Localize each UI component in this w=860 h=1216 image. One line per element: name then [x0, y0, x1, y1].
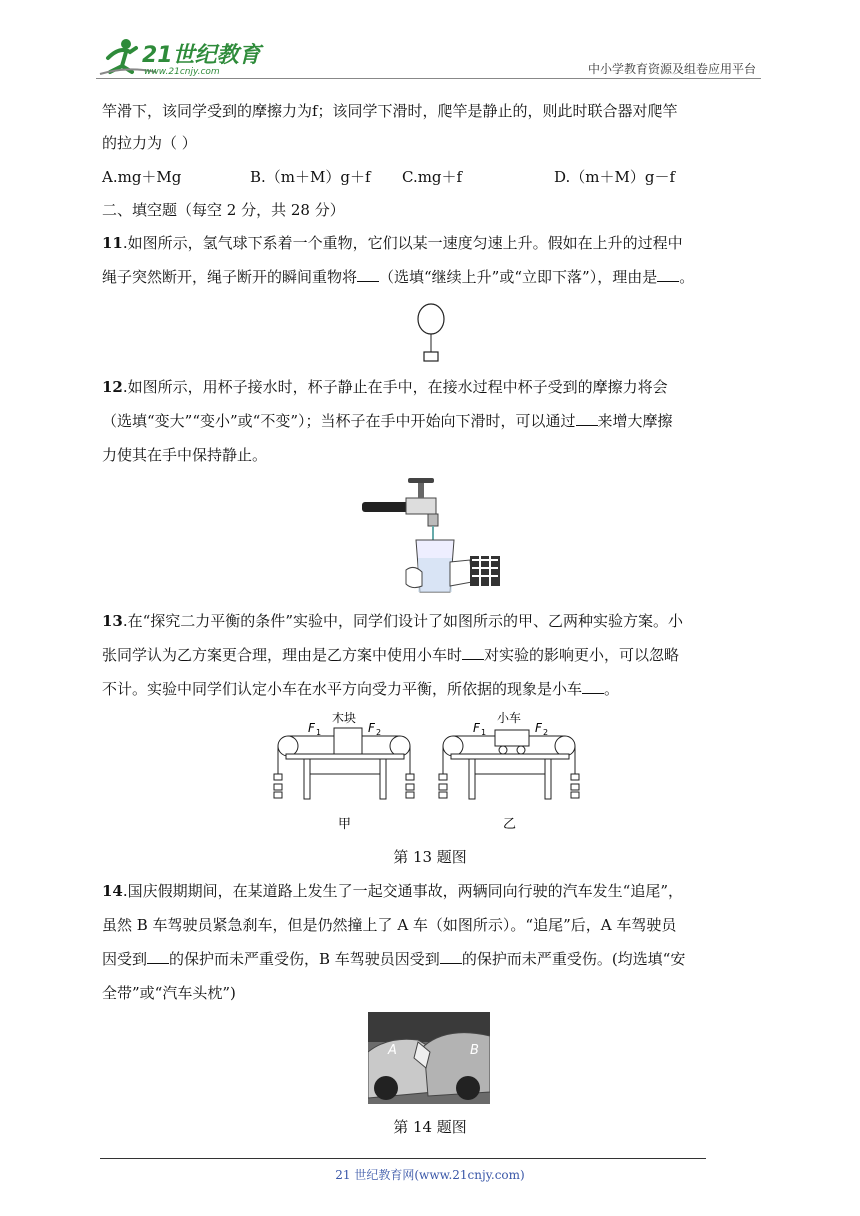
q14-line3	[102, 948, 762, 970]
answer-blank	[147, 949, 169, 964]
q14-text3b: 的保护而未严重受伤，B 车驾驶员因受到	[169, 950, 440, 968]
q11-line2	[102, 266, 762, 288]
table-top	[286, 754, 404, 759]
faucet-handle-icon	[408, 478, 434, 483]
pulley-icon	[555, 736, 575, 756]
cart-icon	[495, 730, 529, 746]
answer-blank	[462, 645, 484, 660]
q14-text3a: 因受到	[102, 950, 148, 968]
q11-text1: .如图所示，氢气球下系着一个重物，它们以某一速度匀速上升。假如在上升的过程中	[122, 234, 683, 252]
weight-icon	[439, 792, 447, 798]
option-c: C.mg＋f	[402, 168, 463, 186]
q12-line2	[102, 410, 762, 432]
pulley-icon	[443, 736, 463, 756]
f2-sub: 2	[376, 728, 382, 737]
weight-icon	[274, 784, 282, 790]
q13-text2b: 对实验的影响更小，可以忽略	[484, 646, 680, 664]
footer-text: 21 世纪教育网(www.21cnjy.com)	[335, 1168, 525, 1182]
q11-text2b: （选填“继续上升”或“立即下落”），理由是	[379, 268, 658, 286]
q14-line4: 全带”或“汽车头枕”)	[102, 984, 236, 1002]
q13-number: 13	[102, 612, 123, 630]
car-b-label: B	[470, 1043, 479, 1058]
q14-text1: .国庆假期期间，在某道路上发生了一起交通事故，两辆同向行驶的汽车发生“追尾”，	[122, 882, 683, 900]
q10-options	[102, 166, 762, 188]
car-a-label: A	[388, 1043, 397, 1058]
header-logo	[96, 36, 266, 78]
answer-blank	[440, 949, 462, 964]
q13-line2	[102, 644, 762, 666]
q14-caption: 第 14 题图	[393, 1118, 467, 1136]
q11-line1	[102, 232, 762, 254]
weight-icon	[406, 792, 414, 798]
q11-number: 11	[102, 234, 123, 252]
f1-sub: 1	[316, 728, 322, 737]
car-crash-photo	[368, 1012, 490, 1108]
q14-line1	[102, 880, 762, 902]
weight-icon	[571, 784, 579, 790]
q13-text3a: 不计。实验中同学们认定小车在水平方向受力平衡，所依据的现象是小车	[102, 680, 583, 698]
answer-blank	[576, 411, 598, 426]
balloon-figure	[414, 302, 448, 368]
q12-text1: .如图所示，用杯子接水时，杯子静止在手中，在接水过程中杯子受到的摩擦力将会	[122, 378, 668, 396]
wood-block-label: 木块	[332, 711, 357, 725]
answer-blank	[582, 679, 604, 694]
q12-number: 12	[102, 378, 123, 396]
q13-text3b: 。	[604, 680, 620, 698]
setup-jia	[274, 710, 414, 832]
logo-url: www.21cnjy.com	[144, 67, 220, 77]
option-a: A.mg＋Mg	[102, 168, 182, 186]
q13-line1	[102, 610, 762, 632]
q14-text3c: 的保护而未严重受伤。(均选填“安	[461, 950, 686, 968]
pulley-icon	[278, 736, 298, 756]
section-title: 二、填空题（每空 2 分，共 28 分）	[102, 201, 345, 219]
q12-line1	[102, 376, 762, 398]
platform-name: 中小学教育资源及组卷应用平台	[587, 62, 756, 76]
cart-label: 小车	[497, 711, 522, 725]
faucet-icon	[428, 514, 438, 526]
logo-title: 21世纪教育	[142, 43, 261, 68]
q11-text2c: 。	[679, 268, 695, 286]
f1-sub: 1	[481, 728, 487, 737]
weight-icon	[439, 774, 447, 780]
faucet-cup-figure	[362, 474, 502, 598]
f2-label: F	[535, 721, 542, 735]
table-top	[451, 754, 569, 759]
footer-divider	[100, 1158, 706, 1159]
pipe-icon	[362, 502, 410, 512]
label-yi: 乙	[503, 817, 517, 832]
q13-figure	[270, 708, 600, 837]
q12-line3: 力使其在手中保持静止。	[102, 446, 268, 464]
f1-label: F	[473, 721, 480, 735]
q13-line3	[102, 678, 762, 700]
weight-icon	[571, 774, 579, 780]
balloon-icon	[418, 304, 444, 334]
f2-label: F	[368, 721, 375, 735]
weight-icon	[406, 784, 414, 790]
q12-text2a: （选填“变大”“变小”或“不变”）；当杯子在手中开始向下滑时，可以通过	[102, 412, 576, 430]
q12-text2b: 来增大摩擦	[597, 412, 673, 430]
weight-icon	[571, 792, 579, 798]
q14-number: 14	[102, 882, 123, 900]
hand-icon	[406, 567, 422, 587]
weight-icon	[274, 774, 282, 780]
option-d: D.（m＋M）g－f	[554, 168, 675, 186]
setup-yi	[439, 711, 579, 832]
option-b: B.（m＋M）g＋f	[250, 168, 371, 186]
weight-icon	[439, 784, 447, 790]
weight-icon	[424, 352, 438, 361]
header-divider	[96, 78, 761, 79]
weight-icon	[274, 792, 282, 798]
q11-text2a: 绳子突然断开，绳子断开的瞬间重物将	[102, 268, 358, 286]
q13-text1: .在“探究二力平衡的条件”实验中，同学们设计了如图所示的甲、乙两种实验方案。小	[122, 612, 683, 630]
q14-line2: 虽然 B 车驾驶员紧急刹车，但是仍然撞上了 A 车（如图所示）。“追尾”后，A 车驾驶员	[102, 916, 677, 934]
weight-icon	[406, 774, 414, 780]
wood-block-icon	[334, 728, 362, 754]
f1-label: F	[308, 721, 315, 735]
f2-sub: 2	[543, 728, 549, 737]
label-jia: 甲	[338, 817, 352, 832]
answer-blank	[357, 267, 379, 282]
pulley-icon	[390, 736, 410, 756]
answer-blank	[657, 267, 679, 282]
q13-caption: 第 13 题图	[393, 848, 467, 866]
q10-line1: 竿滑下，该同学受到的摩擦力为f；该同学下滑时，爬竿是静止的，则此时联合器对爬竿	[102, 102, 678, 120]
q10-line2: 的拉力为（ ）	[102, 134, 197, 152]
q13-text2a: 张同学认为乙方案更合理，理由是乙方案中使用小车时	[102, 646, 463, 664]
